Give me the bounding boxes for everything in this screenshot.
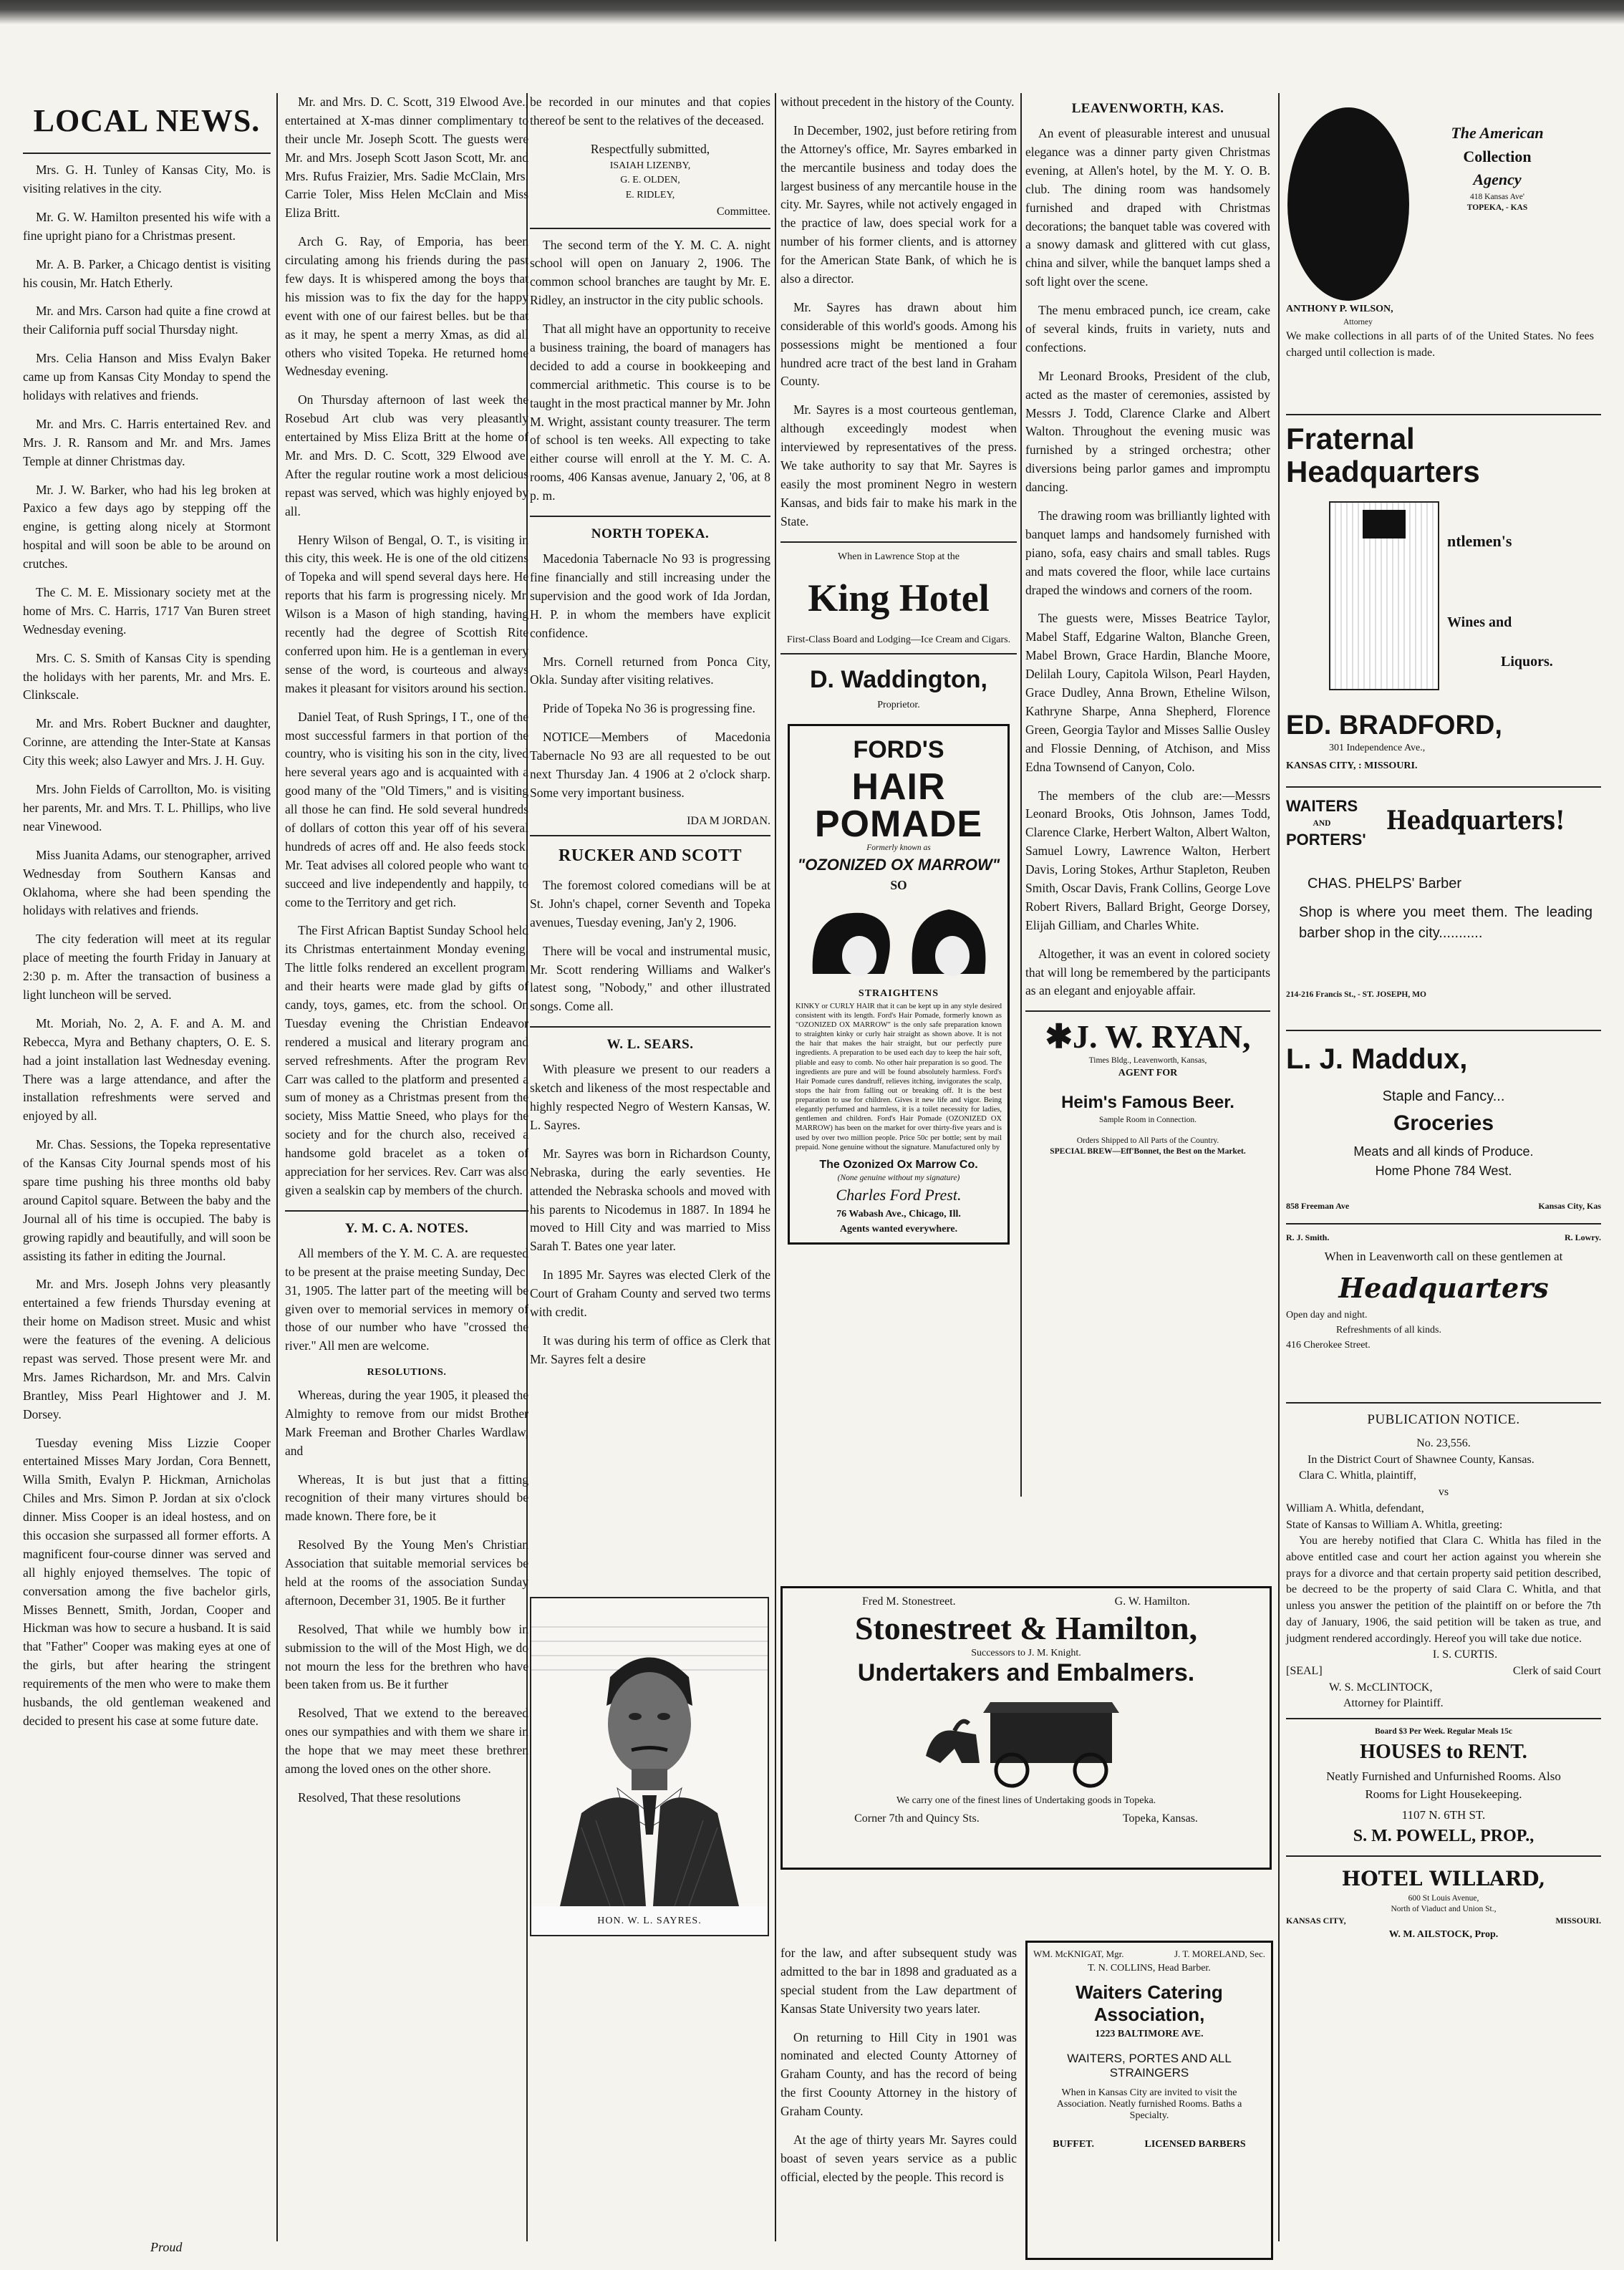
hearse-image [912, 1691, 1141, 1792]
divider [285, 1210, 528, 1212]
news-item: Mrs. C. S. Smith of Kansas City is spending the holidays with her parents, Mr. and Mrs. E. Clinkscale. [23, 650, 271, 702]
willard-state: MISSOURI. [1555, 1915, 1601, 1926]
king-hotel-tag: When in Lawrence Stop at the [838, 551, 960, 562]
divider [780, 653, 1017, 655]
collection-name: ANTHONY P. WILSON, [1286, 304, 1393, 314]
willard-name: HOTEL WILLARD, [1341, 1866, 1546, 1890]
news-item: Mr. and Mrs. C. Harris entertained Rev. and Mrs. J. R. Ransom and Mr. and Mrs. James Temple at dinner Christmas day. [23, 416, 271, 468]
fords-pomade-ad [788, 724, 1010, 1245]
column-rule [775, 93, 776, 2241]
page-folio: Proud [150, 2240, 183, 2254]
resolution-continued: be recorded in our minutes and that copies thereof be sent to the relatives of the deceased. [530, 95, 770, 127]
news-item: for the law, and after subsequent study was admitted to the bar in 1898 and graduated as a special student from the Law department of Kansas State University two years later. [780, 1946, 1017, 2016]
leavhq-hq: Headquarters [1338, 1271, 1549, 1304]
houses-text: Neatly Furnished and Unfurnished Rooms. Also Rooms for Light Housekeeping. [1326, 1769, 1561, 1801]
fords-so: SO [890, 878, 907, 893]
fraternal-wines: Wines and [1447, 614, 1512, 630]
pub-vs: vs [1438, 1486, 1449, 1499]
phelps-and: AND [1313, 818, 1331, 828]
news-item: The second term of the Y. M. C. A. night school will open on January 2, 1906. The common school branches are taught by Mr. E. Ridley, an instructor in the city public schools. [530, 237, 770, 308]
signer: E. RIDLEY, [625, 190, 675, 201]
undertaker-corner: Corner 7th and Quincy Sts. [854, 1812, 980, 1825]
collection-addr: 418 Kansas Ave' [1470, 192, 1524, 201]
collection-role: Attorney [1343, 317, 1373, 327]
phelps-hq: Headquarters! [1386, 806, 1565, 836]
leavhq-text: When in Leavenworth call on these gentlemen at [1324, 1249, 1563, 1263]
news-item: Miss Juanita Adams, our stenographer, arrived Wednesday from Southern Kansas and Oklahoma, where she had been spending the holidays with relatives and friends. [23, 847, 271, 918]
news-item: without precedent in the history of the County. [780, 95, 1015, 109]
fraternal-title1: Fraternal [1286, 422, 1415, 455]
fraternal-title2: Headquarters [1286, 455, 1480, 489]
news-item: That all might have an opportunity to receive a business training, the board of managers has decided to add a course in bookkeeping and commercial arithmetic. This course is to be taught in the most practical manner by Mr. John M. Wright, assistant county treasurer. The term of school is ten weeks. All expecting to take either course will enroll at the Y. M. C. A. rooms, 406 Kansas avenue, January 2, '06, at 8 p. m. [530, 322, 770, 503]
maddux-name: L. J. Maddux, [1286, 1043, 1468, 1075]
column-rule [1278, 93, 1280, 2241]
news-item: Mr. and Mrs. D. C. Scott, 319 Elwood Ave., entertained at X-mas dinner complimentary to their uncle Mr. Joseph Scott. The guests were Mr. and Mrs. Joseph Scott Jason Scott, Mr. and Mrs. Rufus Fraizier, Mrs. Sadie McClain, Mrs. Carrie Toler, Miss Helen McClain and Miss Eliza Britt. [285, 95, 528, 221]
willard-addr1: 600 St Louis Avenue, [1408, 1893, 1479, 1903]
phelps-name: CHAS. PHELPS' Barber [1308, 876, 1462, 892]
fords-formerly: Formerly known as [866, 843, 931, 852]
resolution: Resolved By the Young Men's Christian Association that suitable memorial services be held at the rooms of the association Sunday afternoon, December 31, 1905. Be it further [285, 1537, 528, 1608]
sears-continued [780, 1944, 1017, 2197]
pub-sig2: Clerk of said Court [1512, 1665, 1601, 1678]
news-item: Mr. J. W. Barker, who had his leg broken at Paxico a few days ago by stepping off the engine, is getting along nicely at Stormont hospital and will soon be able to be around on crutches. [23, 482, 271, 571]
news-item: Pride of Topeka No 36 is progressing fine. [543, 701, 755, 716]
star-icon: ✱ [1045, 1018, 1073, 1056]
news-item: It was during his term of office as Clerk that Mr. Sayres felt a desire [530, 1333, 770, 1366]
ryan-special: SPECIAL BREW—Eff'Bonnet, the Best on the Market. [1050, 1146, 1246, 1156]
divider [530, 228, 770, 229]
waiters-ad [1025, 1941, 1273, 2260]
ymca-intro: All members of the Y. M. C. A. are requested to be present at the praise meeting Sunday, Dec. 31, 1905. The latter part of the meeting will be given over to memorial services in memory of those of our number who have "crossed the river." All men are welcome. [285, 1245, 528, 1353]
news-item: Mt. Moriah, No. 2, A. F. and A. M. and Rebecca, Myra and Bethany chapters, O. E. S. had a joint installation last Wednesday evening. There was a large attendance, and after the installation refreshments were served and enjoyed by all. [23, 1015, 271, 1124]
fords-maker: The Ozonized Ox Marrow Co. [819, 1158, 978, 1171]
news-item: Daniel Teat, of Rush Springs, I T., one of the most successful farmers in that portion of the country, who is visiting his son in the city, lived here several years ago and is acquainted with a good many of the "Old Timers," and is visiting all those he can find. He sold several hundreds of dollars of cotton this year off of his several hundreds of acres off and. He also feeds stock. Mr. Teat advises all colored people who want to succeed and live independently and happily, to come to the Territory and get rich. [285, 709, 528, 909]
undertaker-left: Fred M. Stonestreet. [862, 1595, 956, 1608]
leavhq-refresh: Refreshments of all kinds. [1336, 1324, 1441, 1336]
collection-line2: Collection [1463, 147, 1532, 165]
news-item: Altogether, it was an event in colored society that will long be remembered by the participants as an elegant and enjoyable affair. [1025, 946, 1270, 998]
phelps-w2: PORTERS' [1286, 831, 1366, 849]
resolution: Resolved, That while we humbly bow in submission to the will of the Most High, we do not mourn the less for the brethren who have been taken from us. Be it further [285, 1621, 528, 1692]
portrait-image [531, 1598, 768, 1906]
collection-titles [1418, 122, 1576, 213]
hair-before-after-image [798, 895, 999, 981]
collection-city: TOPEKA, - KAS [1466, 203, 1528, 212]
willard-city: KANSAS CITY, [1286, 1915, 1346, 1926]
fords-name: HAIR POMADE [814, 765, 983, 845]
houses-ad [1286, 1726, 1601, 1849]
divider [1286, 414, 1601, 415]
maddux-ad [1286, 1038, 1601, 1217]
signer: ISAIAH LIZENBY, [609, 160, 691, 171]
news-item: The menu embraced punch, ice cream, cake of several kinds, fruits in variety, nuts and confections. [1025, 303, 1270, 354]
news-item: The city federation will meet at its regular place of meeting the fourth Friday in January at 2:30 p. m. After the transaction of business a light luncheon will be served. [23, 932, 271, 1002]
news-item: At the age of thirty years Mr. Sayres could boast of seven years service as a public official, elected by the people. This record is [780, 2133, 1017, 2184]
news-item: On returning to Hill City in 1901 was nominated and elected County Attorney of Graham County, and has the record of being the first Coounty Attorney in the history of Graham County. [780, 2029, 1017, 2119]
leavhq-names [1286, 1232, 1601, 1245]
fords-straightens: STRAIGHTENS [858, 988, 939, 1000]
leavenworth-heading: LEAVENWORTH, KAS. [1071, 101, 1224, 116]
column-rule [276, 93, 278, 2241]
divider [23, 153, 271, 154]
signoff: Respectfully submitted, [590, 141, 710, 156]
phelps-text: Shop is where you meet them. The leading barber shop in the city........... [1299, 904, 1592, 941]
sears-heading: W. L. SEARS. [606, 1037, 694, 1053]
fords-signature: Charles Ford Prest. [836, 1186, 962, 1204]
pub-heading: PUBLICATION NOTICE. [1367, 1412, 1520, 1427]
ryan-name [1025, 1019, 1270, 1056]
fraternal-city: KANSAS CITY, : MISSOURI. [1286, 760, 1418, 771]
phelps-ad [1286, 795, 1601, 1024]
divider [1286, 786, 1601, 788]
column-rule [1020, 93, 1022, 1497]
fraternal-addr: 301 Independence Ave., [1329, 743, 1426, 753]
ryan-orders: Orders Shipped to All Parts of the Country. [1076, 1136, 1219, 1145]
divider [530, 835, 770, 836]
undertaker-ad [780, 1586, 1272, 1870]
maddux-city: Kansas City, Kas [1538, 1201, 1601, 1212]
phelps-addr: 214-216 Francis St., - ST. JOSEPH, MO [1286, 990, 1426, 999]
leavhq-right: R. Lowry. [1565, 1232, 1601, 1242]
ryan-sample: Sample Room in Connection. [1098, 1116, 1197, 1125]
divider [1025, 1010, 1270, 1012]
pub-state: State of Kansas to William A. Whitla, greeting: [1286, 1518, 1503, 1531]
fraternal-ad [1286, 422, 1601, 781]
column-six-ads [1286, 93, 1601, 1942]
news-item: The First African Baptist Sunday School held its Christmas entertainment Monday evening. The little folks rendered an excellent program, and their hearts were made glad by gifts of candy, toys, games, etc. from the school. On Tuesday evening the Christian Endeavor rendered a musical and literary program and served refreshments. After the program Rev. Carr was called to the platform and presented a sum of money as a Christmas present from the society, Miss Mattie Sneed, who plays for the society and for the church also, received a handsome gold bracelet as a token of appreciation for her services. Rev. Carr was also given a sealskin cap by members of the church. [285, 923, 528, 1197]
pub-court: In the District Court of Shawnee County, Kansas. [1308, 1453, 1534, 1466]
pub-sig1: I. S. CURTIS. [1432, 1648, 1498, 1661]
fords-body: KINKY or CURLY HAIR that it can be kept up in any style desired consistent with its length. Ford's Hair Pomade, formerly known as "OZONIZED OX MARROW" is the only safe preparation known to straighten kinky or curly hair straight as shown above. It is not the hair that makes the hair straight, but our perfectly pure ingredients. A preparation to be used each day to keep the hair soft, pliable and easy to comb. No other hair preparation is so good. The ingredients are pure and will be found absolutely harmless. Ford's Hair Pomade cures dandruff, relieves itching, invigorates the scalp, stops the hair from falling out or breaking off. It is the best preparation to use for children. Gives it new life and vigor. Being elegantly perfumed and harmless, it is a toilet necessity for ladies, gentlemen and children. Ford's Hair Pomade (OZONIZED OX MARROW) has been on the market for over thirty-five years and is used by over two million people. Price 50c per bottle; sent by mail prepaid. None genuine without the signature. Manufactured only by [796, 1002, 1002, 1151]
column-local-news [23, 93, 271, 1741]
column-three [530, 93, 770, 1379]
collection-line1: The American [1451, 124, 1544, 142]
fords-old-name: "OZONIZED OX MARROW" [797, 855, 1000, 874]
willard-addr2: North of Viaduct and Union St., [1391, 1904, 1497, 1913]
ymca-heading: Y. M. C. A. NOTES. [344, 1220, 469, 1236]
news-item: Arch G. Ray, of Emporia, has been circulating among his friends during the past few days. It is whispered among the boys that his mission was to fix the day for the happy event with one of our fairest belles. but be that as it may, he spent a merry Xmas, as did all others who visited Topeka. He returned home Wednesday evening. [285, 234, 528, 379]
divider [1286, 1030, 1601, 1031]
news-item: With pleasure we present to our readers a sketch and likeness of the most respectable and highly respected Negro of Western Kansas, W. L. Sayres. [530, 1062, 770, 1132]
king-hotel-line: First-Class Board and Lodging—Ice Cream and Cigars. [786, 634, 1011, 645]
undertaker-city: Topeka, Kansas. [1122, 1812, 1198, 1825]
fords-maker-note: (None genuine without my signature) [837, 1174, 960, 1183]
pub-seal-line [1286, 1663, 1601, 1680]
ryan-beer: Heim's Famous Beer. [1061, 1092, 1234, 1112]
signer: G. E. OLDEN, [620, 175, 680, 186]
blotch-image [1287, 107, 1409, 301]
bottle-shape [1363, 510, 1406, 538]
leavhq-open: Open day and night. [1286, 1310, 1368, 1321]
news-item: Mr Leonard Brooks, President of the club, acted as the master of ceremonies, assisted by Messrs J. Todd, Clarence Clarke and Albert Walton. Throughout the evening music was furnished by a stringed orchestra; other diversions being parlor games and impromptu dancing. [1025, 368, 1270, 495]
news-item: Mr. A. B. Parker, a Chicago dentist is visiting his cousin, Mr. Hatch Etherly. [23, 256, 271, 290]
resolution: Whereas, during the year 1905, it pleased the Almighty to remove from our midst Brother Mark Freeman and Brother Charles Wardlaw, and [285, 1387, 528, 1458]
column-two [285, 93, 528, 1817]
collection-text: We make collections in all parts of of the United States. No fees charged until collection is made. [1286, 329, 1594, 359]
column-five [1025, 93, 1270, 1157]
leavenworth-hq-ad [1286, 1232, 1601, 1396]
maddux-groceries: Groceries [1393, 1111, 1494, 1135]
collection-line3: Agency [1473, 170, 1522, 189]
divider [530, 1026, 770, 1028]
waiters-header [1028, 1943, 1271, 1960]
pub-defendant: William A. Whitla, defendant, [1286, 1502, 1424, 1515]
news-item: Mrs. Cornell returned from Ponca City, Okla. Sunday after visiting relatives. [530, 654, 770, 687]
undertaker-footer [783, 1812, 1270, 1825]
willard-owner: W. M. AILSTOCK, Prop. [1388, 1928, 1499, 1940]
news-item: The foremost colored comedians will be at St. John's chapel, corner Seventh and Topeka avenues, Tuesday evening, Jan'y 2, 1906. [530, 877, 770, 929]
news-item: NOTICE—Members of Macedonia Tabernacle No 93 are all requested to be out next Thursday Jan. 4 1906 at 2 o'clock sharp. Some very important business. [530, 730, 770, 800]
news-item: Mr. Sayres was born in Richardson County, Nebraska, during the early seventies. He attended the Nebraska schools and moved with his parents to Nicodemus in 1887. In 1894 he moved to Hill City and was married to Miss Sarah T. Bates one year later. [530, 1146, 770, 1254]
ryan-name-text: J. W. RYAN, [1073, 1018, 1251, 1056]
news-item: Mr. and Mrs. Carson had quite a fine crowd at their California puff social Thursday night. [23, 304, 271, 337]
publication-notice [1286, 1411, 1601, 1712]
fords-agents: Agents wanted everywhere. [839, 1223, 958, 1235]
fords-address: 76 Wabash Ave., Chicago, Ill. [836, 1208, 961, 1219]
news-item: Tuesday evening Miss Lizzie Cooper entertained Misses Mary Jordan, Cora Bennett, Willa Smith, Evalyn P. Hickman, Arnicholas Chiles and Mrs. Simon P. Jordan at six o'clock dinner. Miss Cooper is an ideal hostess, and on this occasion she surpassed all former efforts. A magnificent four-course dinner was served and all highly enjoyed themselves. The topic of conversation among the five bachelor girls, Misses Bennett, Smith, Jordan, Cooper and Hickman was how to secure a husband. It is said that "Father" Cooper was making eyes at one of the girls, but after hearing the stringent requirements of the men who were to make them husbands, the old gentleman weakened and decided to present his case at some future date. [23, 1435, 271, 1728]
leavhq-left: R. J. Smith. [1286, 1232, 1330, 1242]
news-item: In 1895 Mr. Sayres was elected Clerk of the Court of Graham County and served two terms with credit. [530, 1267, 770, 1319]
pub-plaintiff: Clara C. Whitla, plaintiff, [1299, 1469, 1416, 1482]
divider [1286, 1855, 1601, 1857]
news-item: The guests were, Misses Beatrice Taylor, Mabel Staff, Edgarine Walton, Blanche Green, Mabel Brown, Grace Hardin, Blanche Moore, Delilah Loury, Capitola Wilson, Pearl Hayden, Grace Dudley, Anna Brown, Etheline Wilson, Kathryne Sharpe, Anna Shepherd, Florence Green, Georgia Taylor and Misses Sallie Ousley and Flossie Denning, of Atchison, and Miss Edna Townsend of Canyon, Colo. [1025, 611, 1270, 774]
north-topeka-heading: NORTH TOPEKA. [591, 526, 710, 541]
news-item: On Thursday afternoon of last week the Rosebud Art club was very pleasantly entertained by Miss Eliza Britt at the home of Mr. and Mrs. D. C. Scott, 329 Elwood ave. After the regular routine work a most delicious repast was served, which was highly enjoyed by all. [285, 392, 528, 518]
news-item: Mrs. G. H. Tunley of Kansas City, Mo. is visiting relatives in the city. [23, 163, 271, 195]
news-item: An event of pleasurable interest and unusual elegance was a dinner party given Christmas evening, at Allen's hotel, by the M. Y. O. B. club. The dining room was handsomely furnished and draped with Christmas decorations; the banquet table was covered with a snowy damask and glittered with cut glass, china and silver, while the banquet lamps shed a soft light over the scene. [1025, 126, 1270, 289]
fraternal-owner: ED. BRADFORD, [1286, 710, 1502, 740]
rucker-heading: RUCKER AND SCOTT [558, 846, 743, 866]
pub-sig4: Attorney for Plaintiff. [1343, 1697, 1444, 1710]
news-item: The drawing room was brilliantly lighted with banquet lamps and handsomely furnished with piano, sofa, easy chairs and small tables. Rugs and mats covered the floor, while lace curtains draped the windows and corners of the room. [1025, 508, 1270, 597]
undertaker-sub: Undertakers and Embalmers. [857, 1659, 1195, 1687]
waiters-line: When in Kansas City are invited to visit the Association. Neatly furnished Rooms. Baths a Specialty. [1056, 2087, 1242, 2122]
houses-addr: 1107 N. 6TH ST. [1401, 1807, 1486, 1822]
ryan-address: Times Bldg., Leavenworth, Kansas, [1088, 1056, 1207, 1065]
news-item: The members of the club are:—Messrs Leonard Brooks, Otis Johnson, James Todd, Clarence Clarke, Herbert Walton, Albert Walton, Samuel Lowry, Lawrence Walton, Herbert Davis, Loring Stokes, Arthur Stapleton, Reuben Smith, Oscar Davis, Frank Collins, George Love Robert Rivers, Ballard Bright, George Dorsey, Elijah Gilliam, and Charles White. [1025, 788, 1270, 932]
waiters-sub: WAITERS, PORTES AND ALL STRAINGERS [1067, 2052, 1232, 2080]
news-item: In December, 1902, just before retiring from the Attorney's office, Mr. Sayres embarked in the mercantile business and today does the largest business of any mercantile house in the city. Mr. Sayres, while not actively engaged in the practice of law, does special work for a number of his former clients, and is attorney for the American State Bank, of which he is also a director. [780, 122, 1017, 286]
news-item: Mrs. John Fields of Carrollton, Mo. is visiting her parents, Mr. and Mrs. T. L. Phillips, who live near Vinewood. [23, 782, 271, 834]
resolution: Whereas, It is but just that a fitting recognition of their many virtures should be made known. There fore, be it [285, 1472, 528, 1524]
willard-city-line [1286, 1915, 1601, 1928]
king-hotel-owner: D. Waddington, [809, 666, 987, 694]
committee: Committee. [716, 205, 770, 218]
page-top-edge [0, 0, 1624, 24]
portrait-caption: HON. W. L. SAYRES. [597, 1916, 702, 1926]
houses-owner: S. M. POWELL, PROP., [1353, 1827, 1534, 1846]
king-hotel-role: Proprietor. [877, 699, 920, 710]
waiters-mgr: WM. McKNIGAT, Mgr. [1033, 1948, 1124, 1959]
undertaker-line: We carry one of the finest lines of Undertaking goods in Topeka. [896, 1795, 1156, 1807]
resolutions-heading: RESOLUTIONS. [367, 1367, 447, 1378]
waiters-sec: J. T. MORELAND, Sec. [1174, 1948, 1265, 1959]
maddux-addr: 858 Freeman Ave [1286, 1201, 1350, 1212]
maddux-foot [1286, 1200, 1601, 1213]
resolution: Resolved, That these resolutions [298, 1790, 461, 1805]
collection-ad [1286, 93, 1601, 408]
news-item: Mr. and Mrs. Robert Buckner and daughter, Corinne, are attending the Inter-State at Kansas City this week; also Lawyer and Mrs. J. H. Guy. [23, 716, 271, 768]
houses-top: Board $3 Per Week. Regular Meals 15c [1375, 1727, 1512, 1737]
news-item: Mr. and Mrs. Joseph Johns very pleasantly entertained a few friends Thursday evening at their home on Madison street. Music and whist were the features of the evening. A delicious repast was served. Those present were Mr. and Mrs. James Richardson, Mr. and Mrs. Calvin Brantley, Miss Pearl Hightower and J. M. Dorsey. [23, 1277, 271, 1421]
news-item: The C. M. E. Missionary society met at the home of Mrs. C. Harris, 1717 Van Buren street Wednesday evening. [23, 585, 271, 637]
news-item: Henry Wilson of Bengal, O. T., is visiting in this city, this week. He is one of the old citizens of Topeka and will spend several days here. He reports that his farm is progressing nicely. Mr. Wilson is a Mason of high standing, having recently had the degree of Scottish Rite conferred upon him. He is a gentleman in every sense of the word, is courteous and always makes it pleasant for visitors around his section. [285, 532, 528, 695]
pub-sig3: W. S. McCLINTOCK, [1329, 1681, 1433, 1694]
undertaker-succ: Successors to J. M. Knight. [971, 1648, 1081, 1659]
waiters-barber: T. N. COLLINS, Head Barber. [1088, 1963, 1211, 1974]
divider [1286, 1223, 1601, 1225]
ryan-ad [1025, 1019, 1270, 1157]
news-item: Mr. Sayres has drawn about him considerable of this world's goods. Among his possessions might be mentioned a four hundred acre tract of the best land in Graham County. [780, 299, 1017, 389]
collection-text-block [1286, 302, 1594, 362]
fraternal-liquors: Liquors. [1501, 654, 1553, 670]
ryan-agent: AGENT FOR [1118, 1067, 1178, 1078]
section-heading: LOCAL NEWS. [33, 103, 261, 138]
divider [1286, 1402, 1601, 1404]
pub-body: You are hereby notified that Clara C. Whitla has filed in the above entitled case and court her action against you wherein she prays for a divorce and that certain property said petition described, be decreed to be the property of said Clara C. Whitla, and that unless you answer the petition of the plaintiff on or before the 7th day of January, 1906, the said petition will be taken as true, and judgment rendered accordingly. Hereof you will take due notice. [1286, 1535, 1601, 1645]
news-item: There will be vocal and instrumental music, Mr. Scott rendering Williams and Walker's latest song, "Nobody," and other illustrated songs. Come all. [530, 943, 770, 1014]
fraternal-bottle-image [1329, 501, 1439, 690]
willard-ad [1286, 1864, 1601, 1943]
king-hotel-name: King Hotel [808, 576, 990, 620]
undertaker-title: Stonestreet & Hamilton, [854, 1610, 1198, 1646]
north-signature: IDA M JORDAN. [687, 814, 770, 827]
waiters-title: Waiters Catering Association, [1076, 1981, 1223, 2026]
undertaker-names [783, 1595, 1270, 1608]
undertaker-right: G. W. Hamilton. [1114, 1595, 1190, 1608]
divider [780, 541, 1017, 543]
pub-seal: [SEAL] [1286, 1665, 1323, 1678]
houses-title: HOUSES to RENT. [1360, 1741, 1527, 1764]
news-item: Mrs. Celia Hanson and Miss Evalyn Baker came up from Kansas City Monday to spend the holidays with relatives and friends. [23, 351, 271, 403]
news-item: Mr. Chas. Sessions, the Topeka representative of the Kansas City Journal spends most of his spare time pushing his three months old baby around Capitol square. Between the baby and the Journal all of his time is occupied. The baby is growing rapidly and beautifully, and will soon be assisting its father in editing the Journal. [23, 1137, 271, 1263]
divider [530, 516, 770, 517]
portrait-frame [530, 1597, 769, 1936]
waiters-addr: 1223 BALTIMORE AVE. [1095, 2029, 1204, 2040]
maddux-text: Meats and all kinds of Produce. Home Phone 784 West. [1353, 1144, 1534, 1178]
phelps-left [1286, 795, 1366, 852]
waiters-right: LICENSED BARBERS [1144, 2139, 1246, 2150]
divider [1286, 1718, 1601, 1719]
fords-top: FORD'S [853, 736, 944, 764]
resolution: Resolved, That we extend to the bereaved ones our sympathies and with them we share in the hope that we may meet these brethren among the loved ones on the other shore. [285, 1706, 528, 1776]
king-hotel-ad [780, 550, 1017, 713]
news-item: Mr. G. W. Hamilton presented his wife with a fine upright piano for a Christmas present. [23, 209, 271, 243]
phelps-w1: WAITERS [1286, 797, 1358, 815]
fraternal-gents: ntlemen's [1447, 532, 1512, 550]
waiters-left: BUFFET. [1053, 2139, 1094, 2150]
maddux-staple: Staple and Fancy... [1382, 1088, 1505, 1105]
news-item: Macedonia Tabernacle No 93 is progressing fine financially and still increasing under the supervision and the good work of Ida Jordan, H. P. in whom the members have explicit confidence. [530, 551, 770, 640]
news-item: Mr. Sayres is a most courteous gentleman, although exceedingly modest when interviewed by representatives of the press. We take authority to say that Mr. Sayres is easily the most prominent Negro in western Kansas, and bids fair to make his mark in the State. [780, 402, 1017, 528]
pub-no: No. 23,556. [1416, 1436, 1471, 1449]
waiters-footer [1028, 2139, 1271, 2150]
column-four [780, 93, 1017, 1245]
leavhq-addr: 416 Cherokee Street. [1286, 1339, 1371, 1351]
